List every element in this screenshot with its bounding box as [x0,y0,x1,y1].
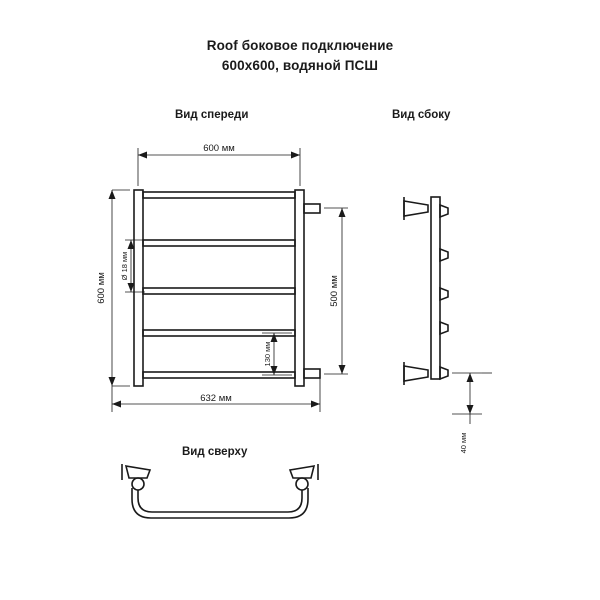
front-rung-2 [143,240,295,246]
front-view [134,190,320,386]
side-rung-3 [440,288,448,300]
dim-depth-side: 40 мм [459,432,468,454]
dim-rung-spacing: 130 мм [263,341,272,367]
top-tube-inner [132,488,308,518]
side-bracket-top [404,201,428,216]
front-rung-3 [143,288,295,294]
front-connector-bottom [304,369,320,378]
side-bracket-bottom [404,366,428,381]
top-joint-left [132,478,144,490]
side-rung-5 [440,367,448,379]
title-line-1: Roof боковое подключение [206,38,394,53]
front-left-post [134,190,143,386]
dim-height-left: 600 мм [96,272,107,304]
top-view [122,464,318,518]
top-bracket-right [290,466,314,478]
side-rung-4 [440,322,448,334]
side-view [404,197,448,385]
front-connector-top [304,204,320,213]
dim-width-bottom: 632 мм [200,393,232,404]
top-joint-right [296,478,308,490]
view-label-side: Вид сбоку [392,109,451,121]
view-label-top: Вид сверху [182,446,248,458]
title-line-2: 600x600, водяной ПСШ [221,58,379,73]
dim-pipe-diameter: Ø 18 мм [120,251,129,281]
side-rung-1 [440,205,448,217]
front-rung-1 [143,192,295,198]
side-rung-2 [440,249,448,261]
front-right-post [295,190,304,386]
side-dimensions [452,373,492,424]
top-bracket-left [126,466,150,478]
dim-width-top: 600 мм [203,143,235,154]
dim-height-right: 500 мм [329,275,340,307]
view-label-front: Вид спереди [175,109,249,121]
side-body [431,197,440,379]
top-tube-outer [138,490,302,512]
